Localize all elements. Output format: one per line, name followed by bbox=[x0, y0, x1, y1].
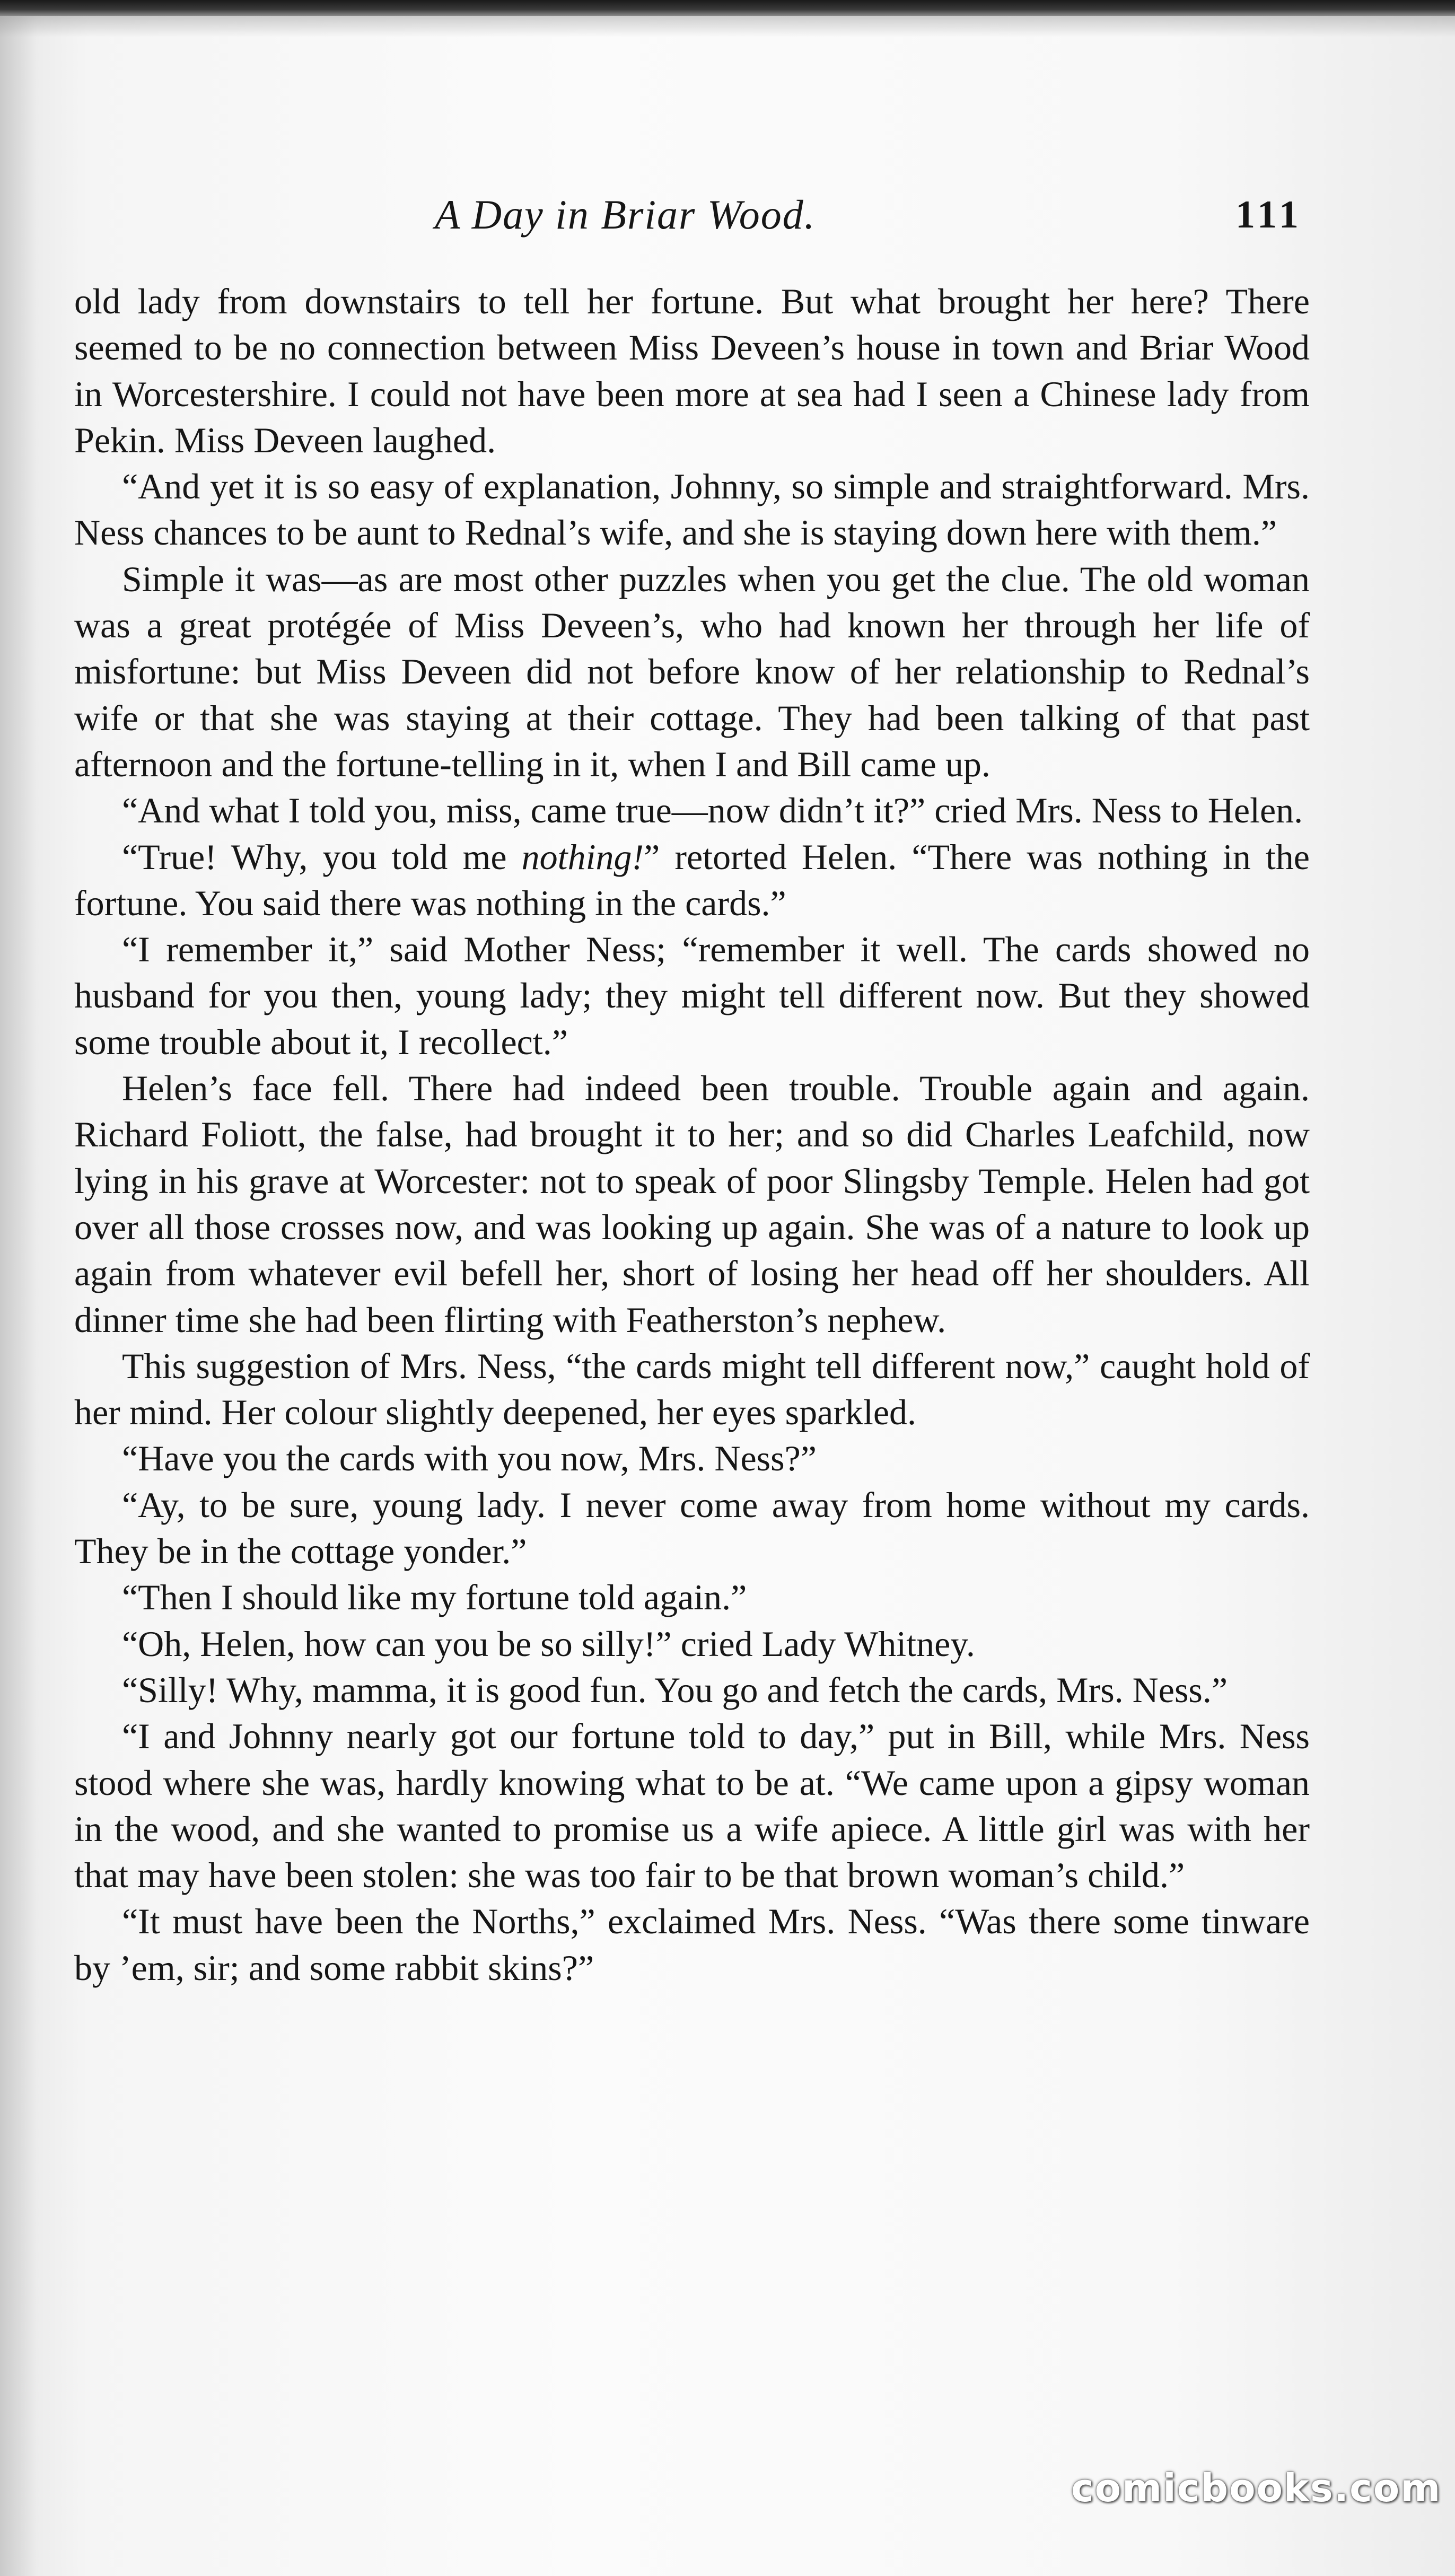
paragraph-text: “True! Why, you told me bbox=[122, 836, 522, 877]
emphasized-word: nothing! bbox=[521, 836, 644, 877]
paragraph: “And what I told you, miss, came true—now didn’t it?” cried Mrs. Ness to Helen. bbox=[122, 790, 1303, 831]
paragraph: “Silly! Why, mamma, it is good fun. You go and fetch the cards, Mrs. Ness.” bbox=[122, 1669, 1228, 1710]
paragraph: “It must have been the Norths,” exclaimed Mrs. Ness. “Was there some tinware by ’em, sir; and some rabbit skins?” bbox=[74, 1901, 1310, 1988]
watermark: comicbooks.com bbox=[1071, 2466, 1442, 2510]
paragraph: Simple it was—as are most other puzzles when you get the clue. The old woman was a great protégée of Miss Deveen’s, who had known her through her life of misfortune: but Miss Deveen did not before know of her relationship to Rednal’s wife or that she was staying at their cottage. They had been talking of that past afternoon and the fortune-telling in it, when I and Bill came up. bbox=[74, 558, 1310, 784]
paragraph bbox=[74, 834, 1310, 927]
body-text bbox=[74, 278, 1310, 1991]
running-title: A Day in Briar Wood. bbox=[435, 191, 816, 238]
paragraph: This suggestion of Mrs. Ness, “the cards might tell different now,” caught hold of her mind. Her colour slightly deepened, her eyes sparkled. bbox=[74, 1345, 1310, 1433]
paragraph: “I and Johnny nearly got our fortune told to day,” put in Bill, while Mrs. Ness stood where she was, hardly knowing what to be at. “We came upon a gipsy woman in the wood, and she wanted to promise us a wife apiece. A little girl was with her that may have been stolen: she was too fair to be that brown woman’s child.” bbox=[74, 1716, 1310, 1896]
paragraph: “Have you the cards with you now, Mrs. Ness?” bbox=[122, 1438, 817, 1479]
running-head bbox=[0, 186, 1455, 244]
paragraph: “I remember it,” said Mother Ness; “remember it well. The cards showed no husband for you then, young lady; they might tell different now. But they showed some trouble about it, I recollect.” bbox=[74, 929, 1310, 1062]
page-binding-shadow bbox=[0, 16, 37, 2576]
paragraph: “Oh, Helen, how can you be so silly!” cried Lady Whitney. bbox=[122, 1623, 975, 1664]
paragraph: Helen’s face fell. There had indeed been trouble. Trouble again and again. Richard Foliott, the false, had brought it to her; and so did Charles Leafchild, now lying in his grave at Worcester: not to speak of poor Slingsby Temple. Helen had got over all those crosses now, and was looking up again. She was of a nature to look up again from whatever evil befell her, short of losing her head off her shoulders. All dinner time she had been flirting with Featherston’s nephew. bbox=[74, 1068, 1310, 1340]
page-number: 111 bbox=[1235, 193, 1303, 236]
page-top-edge bbox=[0, 0, 1455, 16]
paragraph: “Then I should like my fortune told again.” bbox=[122, 1577, 747, 1618]
paragraph: “And yet it is so easy of explanation, Johnny, so simple and straightforward. Mrs. Ness chances to be aunt to Rednal’s wife, and she is staying down here with them.” bbox=[74, 466, 1310, 553]
paragraph: old lady from downstairs to tell her fortune. But what brought her here? There seemed to be no connection between Miss Deveen’s house in town and Briar Wood in Worcestershire. I could not have been more at sea had I seen a Chinese lady from Pekin. Miss Deveen laughed. bbox=[74, 281, 1310, 460]
page-top-shadow bbox=[0, 16, 1455, 37]
paragraph: “Ay, to be sure, young lady. I never come away from home without my cards. They be in the cottage yonder.” bbox=[74, 1484, 1310, 1572]
paragraph-text: ” retorted Helen. “There was nothing in the fortune. You said there was nothing in the cards.” bbox=[74, 836, 1310, 923]
